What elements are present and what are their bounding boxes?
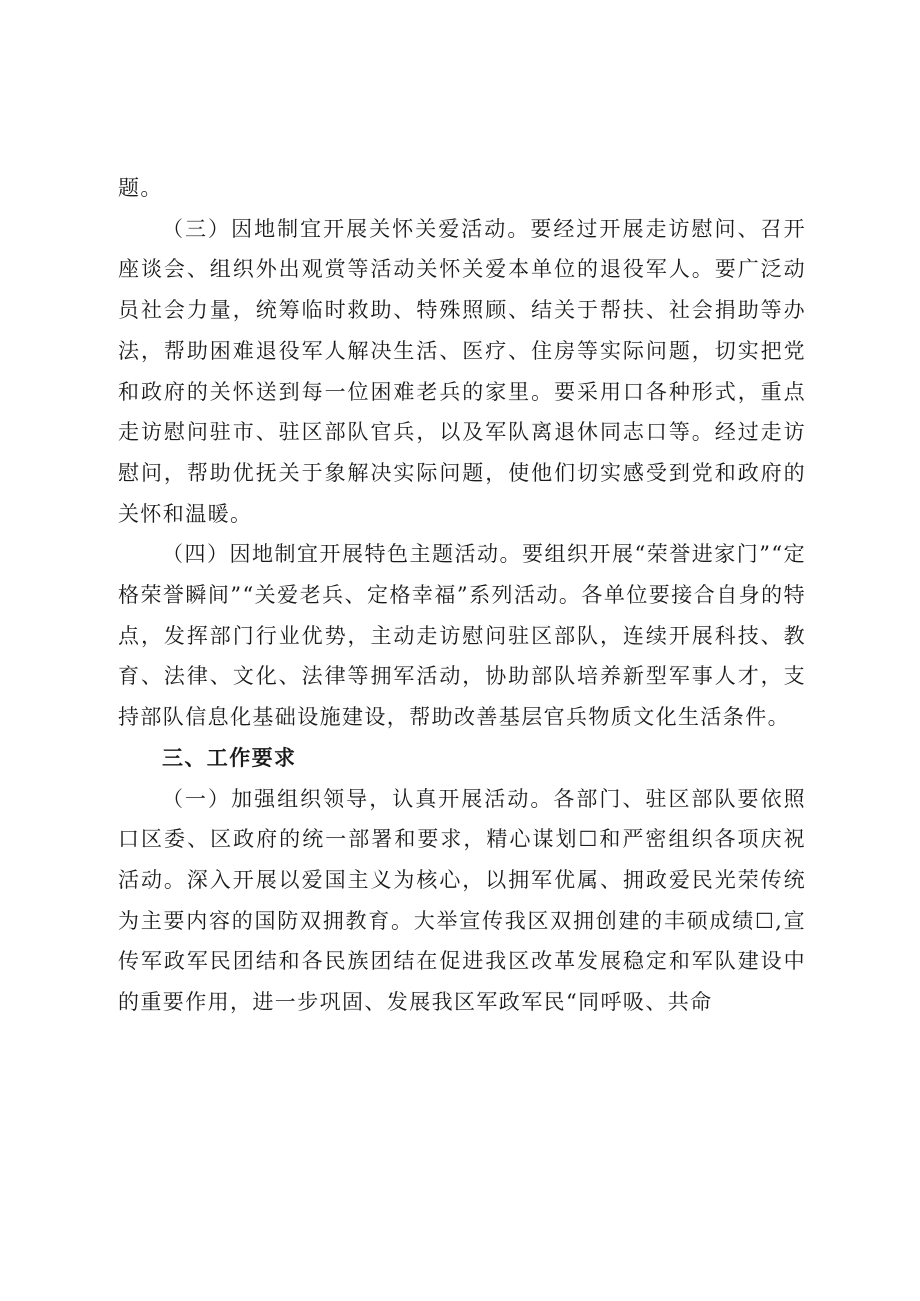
section-heading-work-requirements: 三、工作要求: [162, 745, 297, 770]
paragraph-theme-activities: （四）因地制宜开展特色主题活动。要组织开展“荣誉进家门”“定格荣誉瞬间”“关爱老兵、定格幸福”系列活动。各单位要接合自身的特点，发挥部门行业优势，主动走访慰问驻区部队，连续开展科技、教育、法律、文化、法律等拥军活动，协助部队培养新型军事人才，支持部队信息化基础设施建设，帮助改善基层官兵物质文化生活条件。: [118, 542, 806, 730]
document-body: [118, 168, 806, 1023]
paragraph-care-activities: （三）因地制宜开展关怀关爱活动。要经过开展走访慰问、召开座谈会、组织外出观赏等活动关怀关爱本单位的退役军人。要广泛动员社会力量，统筹临时救助、特殊照顾、结关于帮扶、社会捐助等办法，帮助困难退役军人解决生活、医疗、住房等实际问题，切实把党和政府的关怀送到每一位困难老兵的家里。要采用口各种形式，重点走访慰问驻市、驻区部队官兵，以及军队离退休同志口等。经过走访慰问，帮助优抚关于象解决实际问题，使他们切实感受到党和政府的关怀和温暖。: [118, 216, 806, 526]
paragraph-organization-leadership: （一）加强组织领导，认真开展活动。各部门、驻区部队要依照口区委、区政府的统一部署和要求，精心谋划☐和严密组织各项庆祝活动。深入开展以爱国主义为核心，以拥军优属、拥政爱民光荣传统为主要内容的国防双拥教育。大举宣传我区双拥创建的丰硕成绩☐,宣传军政军民团结和各民族团结在促进我区改革发展稳定和军队建设中的重要作用，进一步巩固、发展我区军政军民“同呼吸、共命: [118, 786, 806, 1015]
paragraph-continuation: 题。: [118, 176, 163, 200]
